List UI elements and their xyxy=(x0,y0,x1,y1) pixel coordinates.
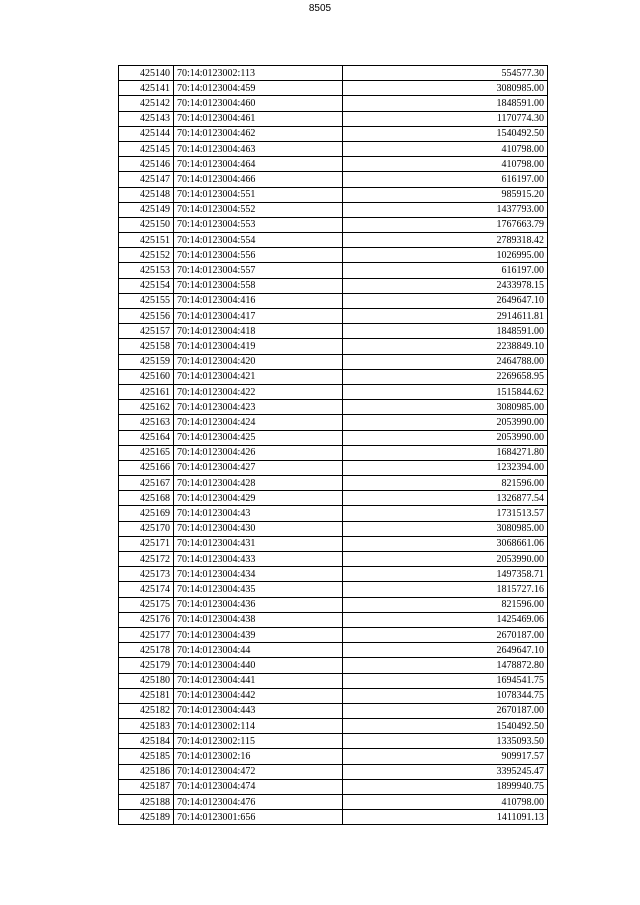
cadastral-number-cell: 70:14:0123004:423 xyxy=(174,400,343,415)
cadastral-value-cell: 821596.00 xyxy=(343,597,548,612)
table-row xyxy=(119,643,548,658)
cadastral-value-cell: 2053990.00 xyxy=(343,415,548,430)
cadastral-value-cell: 1437793.00 xyxy=(343,202,548,217)
cadastral-value-cell: 1848591.00 xyxy=(343,96,548,111)
cadastral-number-cell: 70:14:0123004:464 xyxy=(174,157,343,172)
table-row xyxy=(119,719,548,734)
table-row xyxy=(119,536,548,551)
table-row xyxy=(119,582,548,597)
cadastral-number-cell: 70:14:0123004:431 xyxy=(174,536,343,551)
cadastral-value-table xyxy=(118,65,548,825)
cadastral-value-cell: 1540492.50 xyxy=(343,719,548,734)
cadastral-value-cell: 1684271.80 xyxy=(343,445,548,460)
cadastral-number-cell: 70:14:0123004:427 xyxy=(174,460,343,475)
cadastral-value-cell: 410798.00 xyxy=(343,141,548,156)
cadastral-number-cell: 70:14:0123004:476 xyxy=(174,795,343,810)
cadastral-number-cell: 70:14:0123004:557 xyxy=(174,263,343,278)
table-row xyxy=(119,795,548,810)
cadastral-value-cell: 3080985.00 xyxy=(343,400,548,415)
row-number-cell: 425146 xyxy=(119,157,174,172)
cadastral-value-cell: 1078344.75 xyxy=(343,688,548,703)
table-row xyxy=(119,202,548,217)
cadastral-number-cell: 70:14:0123002:113 xyxy=(174,66,343,81)
table-row xyxy=(119,172,548,187)
row-number-cell: 425168 xyxy=(119,491,174,506)
cadastral-number-cell: 70:14:0123004:435 xyxy=(174,582,343,597)
table-row xyxy=(119,309,548,324)
table-row xyxy=(119,460,548,475)
table-row xyxy=(119,764,548,779)
table-row xyxy=(119,293,548,308)
row-number-cell: 425140 xyxy=(119,66,174,81)
cadastral-value-cell: 1026995.00 xyxy=(343,248,548,263)
cadastral-number-cell: 70:14:0123004:553 xyxy=(174,217,343,232)
cadastral-number-cell: 70:14:0123004:436 xyxy=(174,597,343,612)
table-row xyxy=(119,354,548,369)
cadastral-number-cell: 70:14:0123004:429 xyxy=(174,491,343,506)
cadastral-value-cell: 2649647.10 xyxy=(343,293,548,308)
row-number-cell: 425152 xyxy=(119,248,174,263)
cadastral-number-cell: 70:14:0123004:556 xyxy=(174,248,343,263)
row-number-cell: 425171 xyxy=(119,536,174,551)
cadastral-value-cell: 1232394.00 xyxy=(343,460,548,475)
cadastral-value-cell: 2433978.15 xyxy=(343,278,548,293)
cadastral-number-cell: 70:14:0123004:558 xyxy=(174,278,343,293)
table-row xyxy=(119,749,548,764)
cadastral-value-cell: 2238849.10 xyxy=(343,339,548,354)
cadastral-value-cell: 1694541.75 xyxy=(343,673,548,688)
table-row xyxy=(119,278,548,293)
table-row xyxy=(119,339,548,354)
cadastral-number-cell: 70:14:0123004:419 xyxy=(174,339,343,354)
cadastral-number-cell: 70:14:0123004:438 xyxy=(174,612,343,627)
cadastral-value-cell: 1478872.80 xyxy=(343,658,548,673)
row-number-cell: 425160 xyxy=(119,369,174,384)
cadastral-value-cell: 1899940.75 xyxy=(343,779,548,794)
cadastral-number-cell: 70:14:0123004:461 xyxy=(174,111,343,126)
table-row xyxy=(119,688,548,703)
row-number-cell: 425172 xyxy=(119,552,174,567)
cadastral-value-cell: 1326877.54 xyxy=(343,491,548,506)
table-row xyxy=(119,233,548,248)
cadastral-number-cell: 70:14:0123004:420 xyxy=(174,354,343,369)
cadastral-value-cell: 2649647.10 xyxy=(343,643,548,658)
row-number-cell: 425184 xyxy=(119,734,174,749)
table-row xyxy=(119,81,548,96)
row-number-cell: 425166 xyxy=(119,460,174,475)
cadastral-value-cell: 1731513.57 xyxy=(343,506,548,521)
cadastral-value-cell: 2053990.00 xyxy=(343,552,548,567)
cadastral-value-cell: 2670187.00 xyxy=(343,703,548,718)
cadastral-value-cell: 1815727.16 xyxy=(343,582,548,597)
cadastral-value-cell: 1848591.00 xyxy=(343,324,548,339)
table-body xyxy=(119,66,548,825)
table-row xyxy=(119,734,548,749)
table-row xyxy=(119,552,548,567)
cadastral-number-cell: 70:14:0123004:425 xyxy=(174,430,343,445)
table-row xyxy=(119,400,548,415)
cadastral-value-cell: 1515844.62 xyxy=(343,384,548,399)
cadastral-number-cell: 70:14:0123004:441 xyxy=(174,673,343,688)
table-row xyxy=(119,597,548,612)
cadastral-number-cell: 70:14:0123004:554 xyxy=(174,233,343,248)
table-row xyxy=(119,521,548,536)
cadastral-number-cell: 70:14:0123004:428 xyxy=(174,476,343,491)
row-number-cell: 425153 xyxy=(119,263,174,278)
table-row xyxy=(119,567,548,582)
row-number-cell: 425141 xyxy=(119,81,174,96)
table-row xyxy=(119,111,548,126)
cadastral-value-cell: 2789318.42 xyxy=(343,233,548,248)
row-number-cell: 425187 xyxy=(119,779,174,794)
row-number-cell: 425163 xyxy=(119,415,174,430)
cadastral-number-cell: 70:14:0123004:474 xyxy=(174,779,343,794)
cadastral-number-cell: 70:14:0123004:466 xyxy=(174,172,343,187)
row-number-cell: 425182 xyxy=(119,703,174,718)
table-row xyxy=(119,96,548,111)
cadastral-value-cell: 1540492.50 xyxy=(343,126,548,141)
row-number-cell: 425158 xyxy=(119,339,174,354)
row-number-cell: 425175 xyxy=(119,597,174,612)
table-row xyxy=(119,217,548,232)
cadastral-value-cell: 1425469.06 xyxy=(343,612,548,627)
cadastral-value-cell: 554577.30 xyxy=(343,66,548,81)
cadastral-number-cell: 70:14:0123004:421 xyxy=(174,369,343,384)
row-number-cell: 425185 xyxy=(119,749,174,764)
row-number-cell: 425159 xyxy=(119,354,174,369)
cadastral-value-cell: 3395245.47 xyxy=(343,764,548,779)
cadastral-number-cell: 70:14:0123004:417 xyxy=(174,309,343,324)
table-row xyxy=(119,612,548,627)
cadastral-value-cell: 1497358.71 xyxy=(343,567,548,582)
cadastral-number-cell: 70:14:0123004:424 xyxy=(174,415,343,430)
row-number-cell: 425164 xyxy=(119,430,174,445)
row-number-cell: 425181 xyxy=(119,688,174,703)
row-number-cell: 425145 xyxy=(119,141,174,156)
row-number-cell: 425173 xyxy=(119,567,174,582)
cadastral-number-cell: 70:14:0123004:44 xyxy=(174,643,343,658)
row-number-cell: 425170 xyxy=(119,521,174,536)
row-number-cell: 425179 xyxy=(119,658,174,673)
cadastral-number-cell: 70:14:0123004:442 xyxy=(174,688,343,703)
row-number-cell: 425154 xyxy=(119,278,174,293)
row-number-cell: 425161 xyxy=(119,384,174,399)
cadastral-number-cell: 70:14:0123004:460 xyxy=(174,96,343,111)
cadastral-number-cell: 70:14:0123002:115 xyxy=(174,734,343,749)
table-row xyxy=(119,779,548,794)
row-number-cell: 425150 xyxy=(119,217,174,232)
row-number-cell: 425180 xyxy=(119,673,174,688)
table-row xyxy=(119,384,548,399)
cadastral-value-cell: 3068661.06 xyxy=(343,536,548,551)
row-number-cell: 425162 xyxy=(119,400,174,415)
table-row xyxy=(119,126,548,141)
cadastral-number-cell: 70:14:0123004:472 xyxy=(174,764,343,779)
cadastral-value-cell: 616197.00 xyxy=(343,172,548,187)
table-row xyxy=(119,445,548,460)
cadastral-value-cell: 2914611.81 xyxy=(343,309,548,324)
cadastral-number-cell: 70:14:0123004:440 xyxy=(174,658,343,673)
row-number-cell: 425167 xyxy=(119,476,174,491)
cadastral-value-cell: 410798.00 xyxy=(343,157,548,172)
table-row xyxy=(119,187,548,202)
cadastral-value-cell: 3080985.00 xyxy=(343,521,548,536)
page-number: 8505 xyxy=(308,3,332,14)
cadastral-number-cell: 70:14:0123001:656 xyxy=(174,810,343,825)
table-row xyxy=(119,810,548,825)
table-row xyxy=(119,673,548,688)
table-row xyxy=(119,658,548,673)
row-number-cell: 425188 xyxy=(119,795,174,810)
table-row xyxy=(119,369,548,384)
table-row xyxy=(119,506,548,521)
table-row xyxy=(119,476,548,491)
row-number-cell: 425143 xyxy=(119,111,174,126)
row-number-cell: 425174 xyxy=(119,582,174,597)
cadastral-value-cell: 2670187.00 xyxy=(343,627,548,642)
cadastral-number-cell: 70:14:0123002:16 xyxy=(174,749,343,764)
cadastral-number-cell: 70:14:0123004:433 xyxy=(174,552,343,567)
cadastral-number-cell: 70:14:0123004:426 xyxy=(174,445,343,460)
cadastral-number-cell: 70:14:0123002:114 xyxy=(174,719,343,734)
cadastral-value-cell: 2053990.00 xyxy=(343,430,548,445)
row-number-cell: 425183 xyxy=(119,719,174,734)
row-number-cell: 425144 xyxy=(119,126,174,141)
row-number-cell: 425142 xyxy=(119,96,174,111)
row-number-cell: 425151 xyxy=(119,233,174,248)
table-row xyxy=(119,430,548,445)
cadastral-value-cell: 2464788.00 xyxy=(343,354,548,369)
cadastral-number-cell: 70:14:0123004:439 xyxy=(174,627,343,642)
cadastral-value-cell: 985915.20 xyxy=(343,187,548,202)
table-row xyxy=(119,157,548,172)
cadastral-number-cell: 70:14:0123004:552 xyxy=(174,202,343,217)
table-row xyxy=(119,324,548,339)
table-row xyxy=(119,703,548,718)
cadastral-number-cell: 70:14:0123004:462 xyxy=(174,126,343,141)
table-row xyxy=(119,66,548,81)
cadastral-value-cell: 410798.00 xyxy=(343,795,548,810)
cadastral-value-cell: 3080985.00 xyxy=(343,81,548,96)
cadastral-value-cell: 2269658.95 xyxy=(343,369,548,384)
cadastral-value-cell: 1335093.50 xyxy=(343,734,548,749)
cadastral-number-cell: 70:14:0123004:418 xyxy=(174,324,343,339)
cadastral-number-cell: 70:14:0123004:443 xyxy=(174,703,343,718)
table-row xyxy=(119,263,548,278)
cadastral-value-cell: 1170774.30 xyxy=(343,111,548,126)
row-number-cell: 425169 xyxy=(119,506,174,521)
cadastral-number-cell: 70:14:0123004:463 xyxy=(174,141,343,156)
table-row xyxy=(119,627,548,642)
cadastral-number-cell: 70:14:0123004:416 xyxy=(174,293,343,308)
cadastral-value-cell: 1411091.13 xyxy=(343,810,548,825)
table-row xyxy=(119,141,548,156)
row-number-cell: 425156 xyxy=(119,309,174,324)
row-number-cell: 425157 xyxy=(119,324,174,339)
table-row xyxy=(119,491,548,506)
row-number-cell: 425189 xyxy=(119,810,174,825)
row-number-cell: 425149 xyxy=(119,202,174,217)
cadastral-number-cell: 70:14:0123004:551 xyxy=(174,187,343,202)
row-number-cell: 425155 xyxy=(119,293,174,308)
cadastral-number-cell: 70:14:0123004:430 xyxy=(174,521,343,536)
row-number-cell: 425178 xyxy=(119,643,174,658)
table-row xyxy=(119,415,548,430)
cadastral-value-cell: 1767663.79 xyxy=(343,217,548,232)
cadastral-value-cell: 821596.00 xyxy=(343,476,548,491)
cadastral-number-cell: 70:14:0123004:459 xyxy=(174,81,343,96)
table-row xyxy=(119,248,548,263)
cadastral-number-cell: 70:14:0123004:422 xyxy=(174,384,343,399)
row-number-cell: 425148 xyxy=(119,187,174,202)
cadastral-value-cell: 616197.00 xyxy=(343,263,548,278)
row-number-cell: 425176 xyxy=(119,612,174,627)
row-number-cell: 425147 xyxy=(119,172,174,187)
row-number-cell: 425165 xyxy=(119,445,174,460)
cadastral-value-cell: 909917.57 xyxy=(343,749,548,764)
row-number-cell: 425186 xyxy=(119,764,174,779)
cadastral-number-cell: 70:14:0123004:434 xyxy=(174,567,343,582)
cadastral-number-cell: 70:14:0123004:43 xyxy=(174,506,343,521)
row-number-cell: 425177 xyxy=(119,627,174,642)
